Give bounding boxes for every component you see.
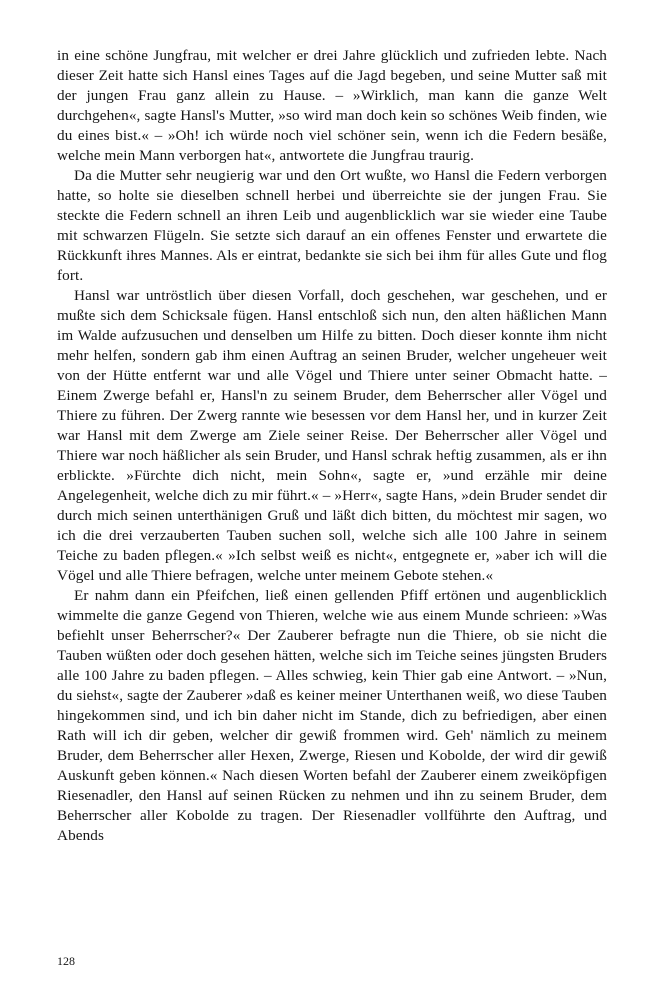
paragraph: Hansl war untröstlich über diesen Vorfall, doch geschehen, war geschehen, und er mußte sich dem Schicksale fügen. Hansl entschloß sich nun, den alten häßlichen Mann im Walde aufzusuchen und denselben um Hilfe zu bitten. Doch dieser konnte ihm nicht mehr helfen, sondern gab ihm einen Auftrag an seinen Bruder, welcher ungeheuer weit von der Hütte entfernt war und alle Vögel und Thiere unter seiner Obmacht hatte. – Einem Zwerge befahl er, Hansl'n zu seinem Bruder, dem Beherrscher aller Vögel und Thiere zu führen. Der Zwerg rannte wie besessen vor dem Hansl her, und in kurzer Zeit war Hansl mit dem Zwerge am Ziele seiner Reise. Der Beherrscher aller Vögel und Thiere war noch häßlicher als sein Bruder, und Hansl schrak heftig zusammen, als er ihn erblickte. »Fürchte dich nicht, mein Sohn«, sagte er, »und erzähle mir deine Angelegenheit, welche dich zu mir führt.« – »Herr«, sagte Hans, »dein Bruder sendet dir durch mich seinen unterthänigen Gruß und läßt dich bitten, du möchtest mir sagen, wo ich die drei verzauberten Tauben suchen soll, welche sich alle 100 Jahre in seinem Teiche zu baden pflegen.« »Ich selbst weiß es nicht«, entgegnete er, »aber ich will die Vögel und alle Thiere befragen, welche unter meinem Gebote stehen.«: [57, 287, 607, 584]
paragraph: Er nahm dann ein Pfeifchen, ließ einen gellenden Pfiff ertönen und augenblicklich wimmelte die ganze Gegend von Thieren, welche wie aus einem Munde schrieen: »Was befiehlt unser Beherrscher?« Der Zauberer befragte nun die Thiere, ob sie nicht die Tauben wüßten oder doch gesehen hätten, welche sich im Teiche seines jüngsten Bruders alle 100 Jahre zu baden pflegen. – Alles schwieg, kein Thier gab eine Antwort. – »Nun, du siehst«, sagte der Zauberer »daß es keiner meiner Unterthanen weiß, wo diese Tauben hingekommen sind, und ich bin daher nicht im Stande, dich zu befriedigen, aber einen Rath will ich dir geben, welcher dir gewiß frommen wird. Geh' nämlich zu meinem Bruder, dem Beherrscher aller Hexen, Zwerge, Riesen und Kobolde, der wird dir gewiß Auskunft geben können.« Nach diesen Worten befahl der Zauberer einem zweiköpfigen Riesenadler, den Hansl auf seinen Rücken zu nehmen und ihn zu seinem Bruder, dem Beherrscher aller Kobolde zu tragen. Der Riesenadler vollführte den Auftrag, und Abends: [57, 587, 607, 844]
paragraph: Da die Mutter sehr neugierig war und den Ort wußte, wo Hansl die Federn verborgen hatte, so holte sie dieselben schnell herbei und überreichte sie der jungen Frau. Sie steckte die Federn schnell an ihren Leib und augenblicklich war sie wieder eine Taube mit schwarzen Flügeln. Sie setzte sich darauf an ein offenes Fenster und erwartete die Rückkunft ihres Mannes. Als er eintrat, bedankte sie sich bei ihm für alles Gute und flog fort.: [57, 167, 607, 284]
page-number: 128: [57, 954, 75, 968]
paragraph-continuation: in eine schöne Jungfrau, mit welcher er drei Jahre glücklich und zufrieden lebte. Nach dieser Zeit hatte sich Hansl eines Tages auf die Jagd begeben, und seine Mutter saß mit der jungen Frau ganz allein zu Hause. – »Wirklich, man kann die ganze Welt durchgehen«, sagte Hansl's Mutter, »so wird man doch kein so schönes Weib finden, wie du eines bist.« – »Oh! ich würde noch viel schöner sein, wenn ich die Federn besäße, welche mein Mann verborgen hat«, antwortete die Jungfrau traurig.: [57, 47, 607, 164]
page-text: [57, 46, 607, 846]
